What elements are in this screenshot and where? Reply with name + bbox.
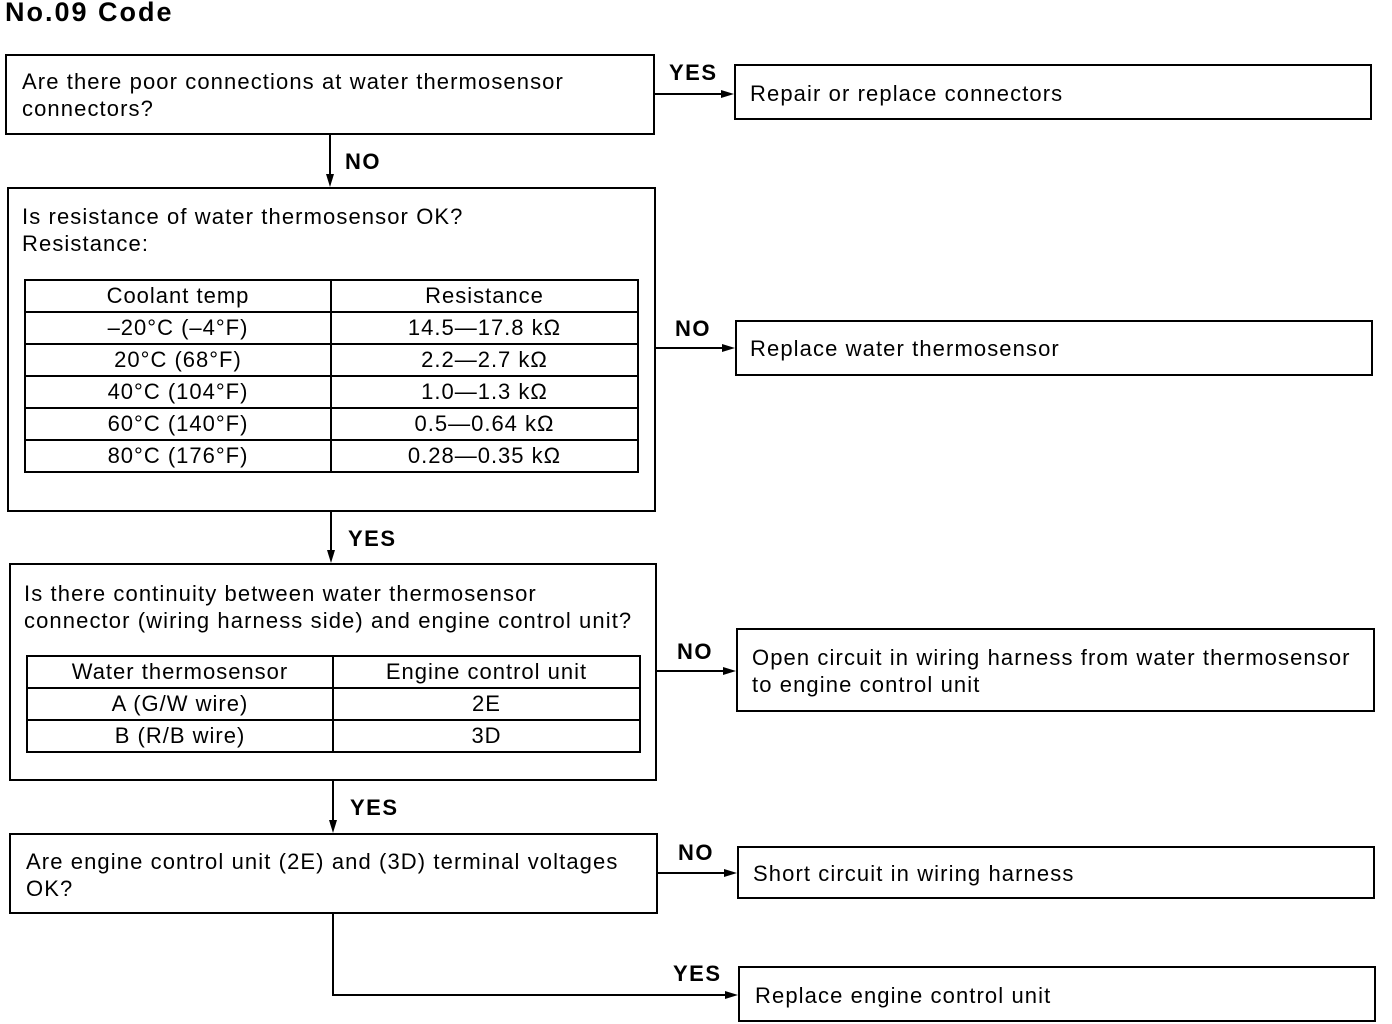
branch-label-step3-no: NO [677,639,713,664]
column-header-resistance: Resistance [331,280,638,312]
page-title: No.09 Code [5,0,174,27]
result-line: Repair or replace connectors [750,81,1064,106]
question-line: OK? [26,876,74,901]
connector-step3-yes [329,781,337,833]
thermosensor-terminal-cell: B (R/B wire) [27,720,333,752]
result-box-replace-ecu [738,966,1376,1022]
branch-label-step4-no: NO [678,840,714,865]
coolant-temp-cell: 80°C (176°F) [25,440,331,472]
result-box-open-circuit [736,628,1375,712]
coolant-temp-cell: 60°C (140°F) [25,408,331,440]
question-box-step1 [5,54,655,135]
resistance-cell: 0.5—0.64 kΩ [331,408,638,440]
result-box-short-circuit [737,846,1375,899]
result-line: Short circuit in wiring harness [753,861,1075,886]
ecu-terminal-cell: 3D [333,720,640,752]
coolant-temp-cell: 20°C (68°F) [25,344,331,376]
question-line: connectors? [22,96,154,121]
question-text [22,68,564,122]
result-text [752,644,1351,698]
question-line: connector (wiring harness side) and engine control unit? [24,608,633,633]
table-row [27,720,640,752]
resistance-cell: 2.2—2.7 kΩ [331,344,638,376]
connector-step1-yes [655,90,734,98]
resistance-cell: 14.5—17.8 kΩ [331,312,638,344]
question-line: Are there poor connections at water thermosensor [22,69,564,94]
column-header-coolant-temp: Coolant temp [25,280,331,312]
column-header-water-thermosensor: Water thermosensor [27,656,333,688]
question-box-step3 [9,563,657,781]
question-text [24,580,632,634]
connector-step4-yes [333,914,738,999]
branch-label-step1-no: NO [345,149,381,174]
coolant-temp-cell: 40°C (104°F) [25,376,331,408]
arrowhead-right-icon [724,869,737,877]
question-text [22,203,464,257]
arrowhead-right-icon [721,90,734,98]
table-row [25,344,638,376]
coolant-temp-cell: –20°C (–4°F) [25,312,331,344]
question-text [26,848,618,902]
thermosensor-terminal-cell: A (G/W wire) [27,688,333,720]
arrowhead-down-icon [327,550,335,563]
question-box-step4 [9,833,658,914]
result-text [755,982,1051,1009]
arrowhead-down-icon [329,820,337,833]
result-line: Open circuit in wiring harness from water thermosensor [752,645,1351,670]
resistance-table [24,279,639,473]
resistance-cell: 0.28—0.35 kΩ [331,440,638,472]
connector-step4-no [658,869,737,877]
question-line: Is resistance of water thermosensor OK? [22,204,464,229]
branch-label-step2-no: NO [675,316,711,341]
question-box-step2 [7,187,656,512]
connector-step2-yes [327,512,335,563]
table-row [25,440,638,472]
table-row [25,376,638,408]
ecu-terminal-cell: 2E [333,688,640,720]
arrowhead-right-icon [722,344,735,352]
question-line: Is there continuity between water thermosensor [24,581,537,606]
arrowhead-down-icon [326,174,334,187]
connector-step1-no [326,135,334,187]
table-row [25,408,638,440]
table-row [27,688,640,720]
arrowhead-right-icon [723,667,736,675]
branch-label-step3-yes: YES [350,795,399,820]
result-line: Replace water thermosensor [750,336,1060,361]
branch-label-step2-yes: YES [348,526,397,551]
connector-step2-no [656,344,735,352]
table-row [25,312,638,344]
result-box-repair-connectors [734,64,1372,120]
continuity-table [26,655,641,753]
branch-label-step4-yes: YES [673,961,722,986]
arrowhead-right-icon [725,991,738,999]
column-header-engine-control-unit: Engine control unit [333,656,640,688]
result-text [753,860,1074,887]
connector-step3-no [657,667,736,675]
question-line: Are engine control unit (2E) and (3D) terminal voltages [26,849,619,874]
question-line: Resistance: [22,231,150,256]
result-box-replace-thermosensor [735,320,1373,376]
table-header-row [27,656,640,688]
resistance-cell: 1.0—1.3 kΩ [331,376,638,408]
table-header-row [25,280,638,312]
result-line: Replace engine control unit [755,983,1052,1008]
branch-label-step1-yes: YES [669,60,718,85]
connector-line [333,914,728,995]
result-text [750,80,1063,107]
result-line: to engine control unit [752,672,981,697]
result-text [750,335,1060,362]
